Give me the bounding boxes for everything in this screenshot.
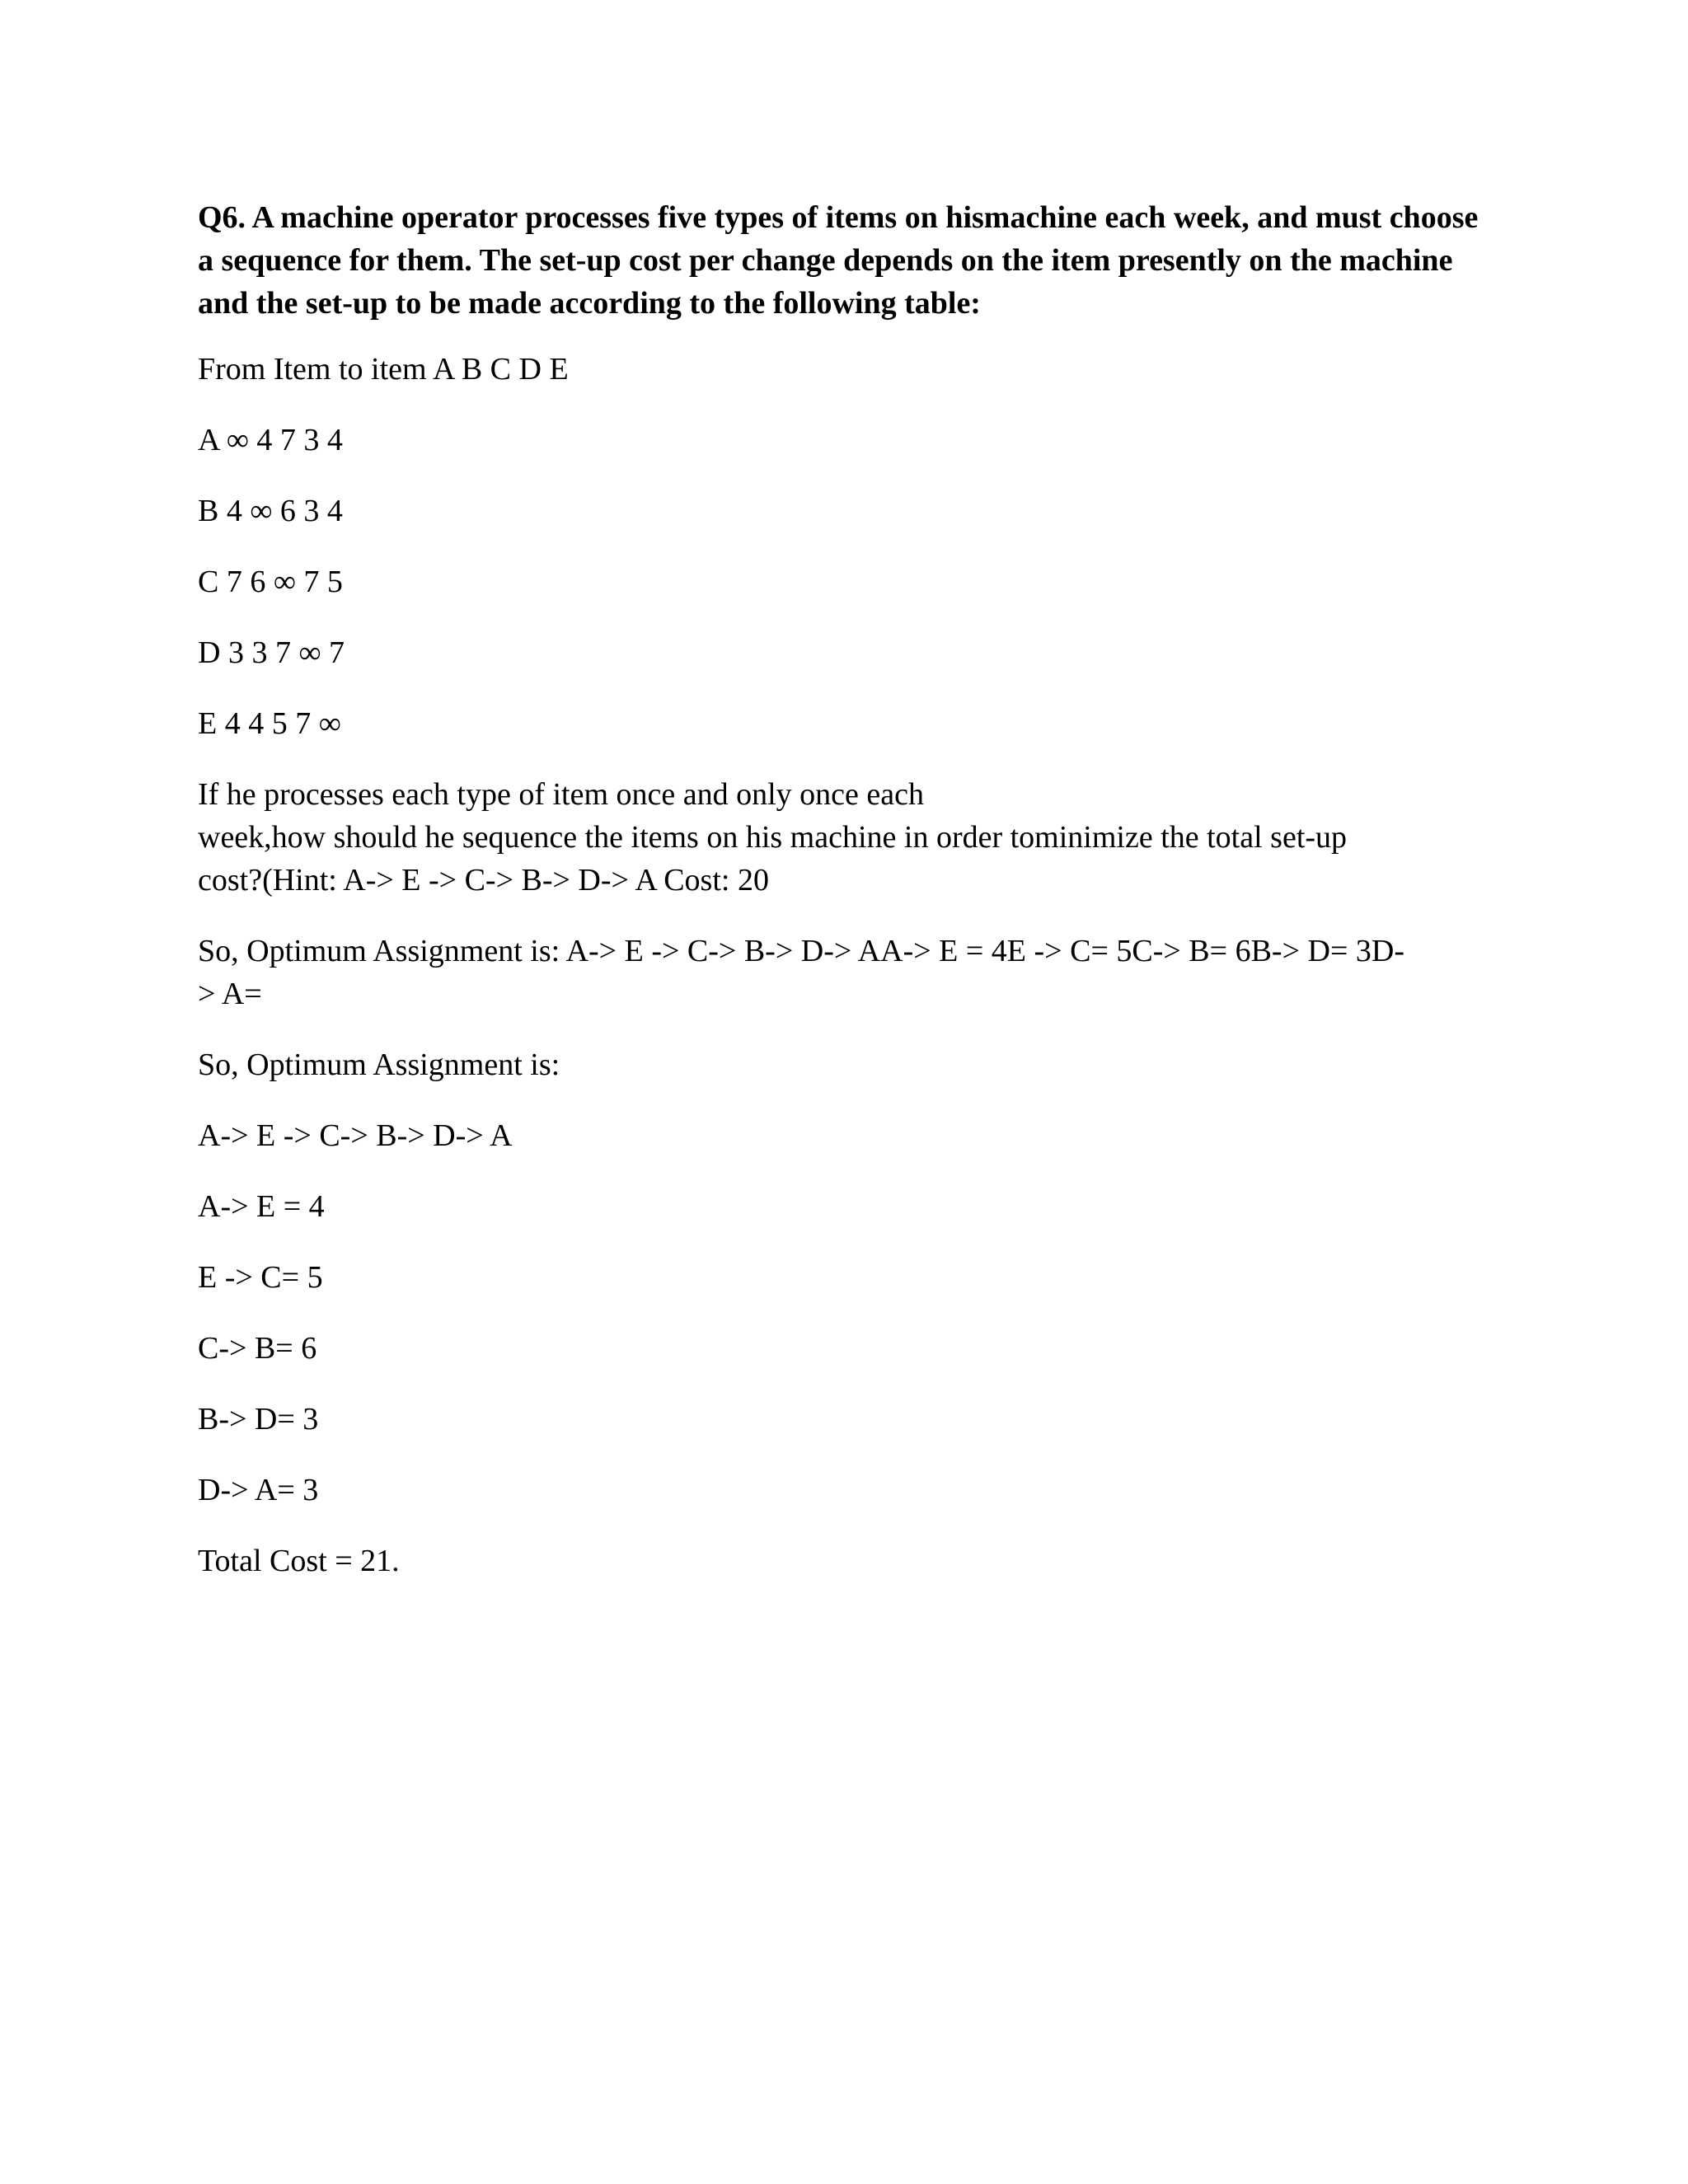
document-page xyxy=(198,196,1492,1610)
prompt-paragraph xyxy=(198,773,1492,902)
summary-line: So, Optimum Assignment is: A-> E -> C-> B-> D-> AA-> E = 4E -> C= 5C-> B= 6B-> D= 3D- xyxy=(198,934,1404,968)
table-row-c: C 7 6 ∞ 7 5 xyxy=(198,565,343,599)
question-text: Q6. A machine operator processes five types of items on hismachine each week, and must choose a sequence for them. The set-up cost per change depends on the item presently on the machine and the set-up to be made according to the following table: xyxy=(198,200,1479,321)
answer-heading: So, Optimum Assignment is: xyxy=(198,1047,560,1082)
prompt-line: If he processes each type of item once and only once each xyxy=(198,777,924,812)
summary-line: > A= xyxy=(198,977,262,1011)
step-cost: A-> E = 4 xyxy=(198,1189,325,1224)
step-cost: C-> B= 6 xyxy=(198,1331,317,1366)
table-row-a: A ∞ 4 7 3 4 xyxy=(198,423,343,457)
optimal-sequence: A-> E -> C-> B-> D-> A xyxy=(198,1118,513,1153)
step-cost: B-> D= 3 xyxy=(198,1402,319,1436)
step-cost: E -> C= 5 xyxy=(198,1260,323,1295)
total-cost: Total Cost = 21. xyxy=(198,1544,400,1578)
table-row-e: E 4 4 5 7 ∞ xyxy=(198,706,341,741)
table-header: From Item to item A B C D E xyxy=(198,352,569,387)
table-row-b: B 4 ∞ 6 3 4 xyxy=(198,494,343,528)
step-cost: D-> A= 3 xyxy=(198,1473,319,1507)
prompt-line: week,how should he sequence the items on his machine in order tominimize the total set-up xyxy=(198,820,1348,855)
table-row-d: D 3 3 7 ∞ 7 xyxy=(198,635,345,670)
summary-paragraph xyxy=(198,930,1492,1015)
prompt-line: cost?(Hint: A-> E -> C-> B-> D-> A Cost: 20 xyxy=(198,863,769,898)
